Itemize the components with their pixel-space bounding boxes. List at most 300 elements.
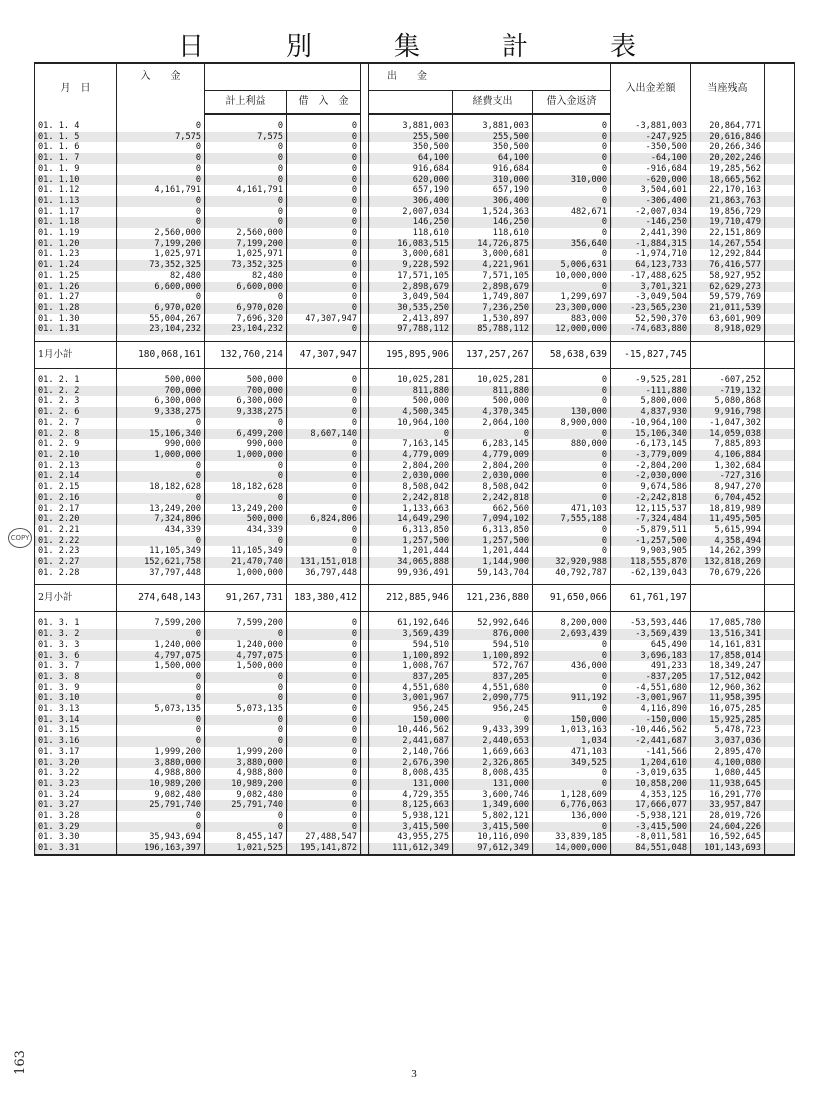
spacer-cell: [765, 704, 795, 715]
cell-expense-costs: 2,440,653: [453, 736, 533, 747]
cell-diff: -5,938,121: [611, 811, 691, 822]
cell-income: 0: [117, 725, 205, 736]
cell-diff: 84,551,048: [611, 843, 691, 855]
spacer-cell: [453, 114, 533, 121]
cell-expense-costs: 350,500: [453, 142, 533, 153]
cell-expense-loan-repay: 0: [533, 386, 611, 397]
cell-expense-loan-repay: 2,693,439: [533, 629, 611, 640]
cell-expense-loan-repay: 0: [533, 132, 611, 143]
spacer-cell: [765, 504, 795, 515]
cell-expense: 61,192,646: [369, 618, 453, 629]
cell-income-profit: 6,499,200: [205, 429, 287, 440]
cell-expense-loan-repay: 1,299,697: [533, 292, 611, 303]
cell-expense: 146,250: [369, 217, 453, 228]
cell-income-loan: 0: [287, 450, 361, 461]
cell-expense-costs: 10,116,090: [453, 832, 533, 843]
cell-date: 01. 1. 7: [35, 153, 117, 164]
spacer-cell: [765, 228, 795, 239]
subtotal-row: [35, 342, 795, 369]
subtotal-expense-costs: 137,257,267: [453, 342, 533, 369]
cell-income-loan: 0: [287, 640, 361, 651]
cell-diff: -4,551,680: [611, 683, 691, 694]
cell-income: 1,500,000: [117, 661, 205, 672]
cell-diff: -3,415,500: [611, 822, 691, 833]
table-row: [35, 672, 795, 683]
cell-income-profit: 0: [205, 142, 287, 153]
cell-balance: 11,495,505: [691, 514, 765, 525]
cell-income-profit: 4,161,791: [205, 185, 287, 196]
cell-income-profit: 6,300,000: [205, 396, 287, 407]
spacer-cell: [765, 661, 795, 672]
cell-income: 196,163,397: [117, 843, 205, 855]
cell-balance: 19,856,729: [691, 207, 765, 218]
cell-expense: 0: [369, 429, 453, 440]
cell-balance: 19,710,479: [691, 217, 765, 228]
cell-income: 700,000: [117, 386, 205, 397]
spacer-cell: [361, 822, 369, 833]
cell-income-profit: 0: [205, 811, 287, 822]
spacer-cell: [361, 314, 369, 325]
header-expense: 出 金: [369, 63, 611, 91]
spacer-cell: [361, 396, 369, 407]
cell-expense: 8,125,663: [369, 800, 453, 811]
header-balance: 当座残高: [691, 63, 765, 114]
cell-balance: 17,085,780: [691, 618, 765, 629]
cell-income-loan: 0: [287, 249, 361, 260]
cell-date: 01. 3.15: [35, 725, 117, 736]
spacer-cell: [361, 514, 369, 525]
cell-expense-costs: 662,560: [453, 504, 533, 515]
cell-balance: 14,059,038: [691, 429, 765, 440]
cell-balance: 22,170,163: [691, 185, 765, 196]
cell-diff: -350,500: [611, 142, 691, 153]
cell-diff: 9,674,586: [611, 482, 691, 493]
cell-income-profit: 82,480: [205, 271, 287, 282]
cell-expense-loan-repay: 482,671: [533, 207, 611, 218]
cell-balance: 132,818,269: [691, 557, 765, 568]
margin-stamp: COPY: [8, 528, 32, 548]
cell-income-profit: 73,352,325: [205, 260, 287, 271]
cell-balance: 7,885,893: [691, 439, 765, 450]
table-row: [35, 282, 795, 293]
cell-income-loan: 0: [287, 822, 361, 833]
cell-expense-costs: 3,600,746: [453, 790, 533, 801]
cell-income-loan: 8,607,140: [287, 429, 361, 440]
spacer-cell: [765, 142, 795, 153]
cell-income-profit: 13,249,200: [205, 504, 287, 515]
cell-income: 0: [117, 471, 205, 482]
table-row: [35, 164, 795, 175]
table-row: [35, 557, 795, 568]
table-row: [35, 715, 795, 726]
cell-expense-loan-repay: 911,192: [533, 693, 611, 704]
cell-balance: 14,267,554: [691, 239, 765, 250]
table-row: [35, 121, 795, 132]
cell-expense: 10,964,100: [369, 418, 453, 429]
cell-expense-loan-repay: 0: [533, 493, 611, 504]
table-row: [35, 800, 795, 811]
cell-expense: 97,788,112: [369, 324, 453, 335]
cell-expense-loan-repay: 130,000: [533, 407, 611, 418]
spacer-cell: [765, 651, 795, 662]
cell-income-loan: 0: [287, 153, 361, 164]
table-row: [35, 747, 795, 758]
cell-income-loan: 0: [287, 493, 361, 504]
cell-income-profit: 10,989,200: [205, 779, 287, 790]
spacer-cell: [361, 683, 369, 694]
cell-expense-loan-repay: 0: [533, 672, 611, 683]
cell-expense-loan-repay: 0: [533, 228, 611, 239]
cell-expense-costs: 6,283,145: [453, 439, 533, 450]
cell-expense: 2,242,818: [369, 493, 453, 504]
spacer-cell: [765, 568, 795, 579]
cell-balance: 6,704,452: [691, 493, 765, 504]
table-row: [35, 640, 795, 651]
cell-expense-loan-repay: 436,000: [533, 661, 611, 672]
cell-income: 1,025,971: [117, 249, 205, 260]
header-date: 月 日: [35, 63, 117, 114]
cell-income: 500,000: [117, 375, 205, 386]
spacer-cell: [361, 661, 369, 672]
spacer-cell: [765, 292, 795, 303]
cell-expense-costs: 97,612,349: [453, 843, 533, 855]
cell-diff: -17,488,625: [611, 271, 691, 282]
cell-balance: 11,938,645: [691, 779, 765, 790]
cell-diff: -111,880: [611, 386, 691, 397]
spacer-cell: [361, 640, 369, 651]
cell-expense: 3,881,003: [369, 121, 453, 132]
spacer-cell: [765, 536, 795, 547]
cell-diff: -2,441,687: [611, 736, 691, 747]
spacer-cell: [765, 618, 795, 629]
table-row: [35, 471, 795, 482]
handwritten-margin-note: 163: [12, 1050, 28, 1075]
spacer-cell: [361, 407, 369, 418]
cell-expense-loan-repay: 0: [533, 779, 611, 790]
spacer-cell: [765, 715, 795, 726]
table-row: [35, 683, 795, 694]
cell-income: 10,989,200: [117, 779, 205, 790]
cell-expense-loan-repay: 7,555,188: [533, 514, 611, 525]
spacer-cell: [361, 725, 369, 736]
cell-expense-loan-repay: 1,034: [533, 736, 611, 747]
cell-date: 01. 1.25: [35, 271, 117, 282]
cell-expense-loan-repay: 0: [533, 153, 611, 164]
spacer-cell: [361, 324, 369, 335]
cell-date: 01. 1.20: [35, 239, 117, 250]
cell-expense-costs: 9,433,399: [453, 725, 533, 736]
cell-income: 0: [117, 683, 205, 694]
cell-expense-costs: 3,000,681: [453, 249, 533, 260]
cell-diff: -3,001,967: [611, 693, 691, 704]
cell-income-loan: 0: [287, 175, 361, 186]
cell-expense-costs: 14,726,875: [453, 239, 533, 250]
cell-expense: 3,000,681: [369, 249, 453, 260]
cell-balance: 59,579,769: [691, 292, 765, 303]
cell-date: 01. 3.20: [35, 758, 117, 769]
cell-income-loan: 0: [287, 207, 361, 218]
cell-balance: 4,358,494: [691, 536, 765, 547]
cell-expense-loan-repay: 349,525: [533, 758, 611, 769]
cell-date: 01. 3.10: [35, 693, 117, 704]
cell-expense-costs: 1,524,363: [453, 207, 533, 218]
cell-date: 01. 2. 3: [35, 396, 117, 407]
page-number: 3: [411, 1068, 417, 1080]
cell-expense-costs: 8,508,042: [453, 482, 533, 493]
cell-expense: 2,804,200: [369, 461, 453, 472]
cell-date: 01. 1.27: [35, 292, 117, 303]
cell-diff: 12,115,537: [611, 504, 691, 515]
cell-balance: 15,925,285: [691, 715, 765, 726]
cell-balance: 4,100,080: [691, 758, 765, 769]
cell-expense-costs: 10,025,281: [453, 375, 533, 386]
cell-balance: 76,416,577: [691, 260, 765, 271]
cell-date: 01. 3.22: [35, 768, 117, 779]
spacer-cell: [765, 396, 795, 407]
cell-expense: 2,140,766: [369, 747, 453, 758]
cell-expense: 8,008,435: [369, 768, 453, 779]
cell-income-profit: 9,082,480: [205, 790, 287, 801]
cell-balance: 58,927,952: [691, 271, 765, 282]
cell-balance: 18,819,989: [691, 504, 765, 515]
cell-income-profit: 0: [205, 461, 287, 472]
cell-income-profit: 7,599,200: [205, 618, 287, 629]
cell-income-profit: 1,025,971: [205, 249, 287, 260]
cell-expense: 150,000: [369, 715, 453, 726]
cell-diff: -10,964,100: [611, 418, 691, 429]
cell-income-profit: 0: [205, 175, 287, 186]
cell-expense: 10,446,562: [369, 725, 453, 736]
cell-date: 01. 2. 2: [35, 386, 117, 397]
cell-income-profit: 18,182,628: [205, 482, 287, 493]
subtotal-expense-loan-repay: 58,638,639: [533, 342, 611, 369]
table-row: [35, 461, 795, 472]
cell-expense-costs: 1,257,500: [453, 536, 533, 547]
subtotal-row: [35, 585, 795, 612]
cell-date: 01. 3. 8: [35, 672, 117, 683]
cell-expense: 17,571,105: [369, 271, 453, 282]
cell-expense: 956,245: [369, 704, 453, 715]
spacer-cell: [765, 514, 795, 525]
table-row: [35, 450, 795, 461]
cell-diff: 64,123,733: [611, 260, 691, 271]
cell-expense: 4,779,009: [369, 450, 453, 461]
spacer-cell: [361, 153, 369, 164]
cell-income-loan: 0: [287, 217, 361, 228]
cell-income: 2,560,000: [117, 228, 205, 239]
spacer-cell: [765, 450, 795, 461]
cell-expense-costs: 6,313,850: [453, 525, 533, 536]
cell-expense: 9,228,592: [369, 260, 453, 271]
cell-expense: 2,898,679: [369, 282, 453, 293]
cell-income-profit: 0: [205, 725, 287, 736]
cell-expense-costs: 1,349,600: [453, 800, 533, 811]
cell-income-profit: 0: [205, 683, 287, 694]
cell-expense-costs: 1,669,663: [453, 747, 533, 758]
cell-balance: 22,151,869: [691, 228, 765, 239]
cell-income-profit: 0: [205, 153, 287, 164]
table-row: [35, 822, 795, 833]
cell-expense-costs: 255,500: [453, 132, 533, 143]
cell-income: 25,791,740: [117, 800, 205, 811]
cell-expense-loan-repay: 0: [533, 482, 611, 493]
cell-diff: -1,884,315: [611, 239, 691, 250]
header-income: 入 金: [117, 63, 205, 114]
cell-date: 01. 3.16: [35, 736, 117, 747]
cell-expense: 2,007,034: [369, 207, 453, 218]
table-row: [35, 811, 795, 822]
cell-income: 1,000,000: [117, 450, 205, 461]
cell-expense-costs: 2,242,818: [453, 493, 533, 504]
spacer-cell: [765, 132, 795, 143]
spacer-cell: [361, 292, 369, 303]
spacer-cell: [361, 585, 369, 612]
cell-balance: 19,285,562: [691, 164, 765, 175]
cell-income: 0: [117, 736, 205, 747]
cell-diff: -2,804,200: [611, 461, 691, 472]
cell-income-loan: 0: [287, 228, 361, 239]
cell-income: 6,600,000: [117, 282, 205, 293]
spacer-cell: [361, 239, 369, 250]
cell-expense-loan-repay: 0: [533, 822, 611, 833]
cell-balance: 5,615,994: [691, 525, 765, 536]
spacer-cell: [361, 536, 369, 547]
table-row: [35, 175, 795, 186]
cell-income-profit: 1,500,000: [205, 661, 287, 672]
cell-balance: 17,512,042: [691, 672, 765, 683]
cell-income-profit: 0: [205, 493, 287, 504]
cell-expense-loan-repay: 10,000,000: [533, 271, 611, 282]
cell-balance: 9,916,798: [691, 407, 765, 418]
cell-income: 6,300,000: [117, 396, 205, 407]
spacer-cell: [765, 239, 795, 250]
cell-income-loan: 0: [287, 386, 361, 397]
cell-income: 0: [117, 121, 205, 132]
cell-income-profit: 1,000,000: [205, 450, 287, 461]
table-row: [35, 132, 795, 143]
cell-income-loan: 0: [287, 536, 361, 547]
spacer-cell: [361, 672, 369, 683]
cell-diff: 645,490: [611, 640, 691, 651]
spacer-cell: [765, 303, 795, 314]
table-row: [35, 375, 795, 386]
spacer-cell: [361, 342, 369, 369]
cell-expense: 64,100: [369, 153, 453, 164]
cell-diff: -3,019,635: [611, 768, 691, 779]
cell-income: 15,106,340: [117, 429, 205, 440]
table-row: [35, 629, 795, 640]
cell-expense-loan-repay: 880,000: [533, 439, 611, 450]
cell-income-loan: 0: [287, 504, 361, 515]
spacer-cell: [361, 450, 369, 461]
cell-date: 01. 2.10: [35, 450, 117, 461]
cell-expense-costs: 3,881,003: [453, 121, 533, 132]
page-title: [0, 26, 828, 63]
spacer-cell: [361, 758, 369, 769]
header-income-loan: 借 入 金: [287, 91, 361, 115]
cell-expense-costs: 1,530,897: [453, 314, 533, 325]
spacer-cell: [361, 142, 369, 153]
subtotal-income: 274,648,143: [117, 585, 205, 612]
spacer-cell: [765, 557, 795, 568]
cell-expense-loan-repay: 0: [533, 121, 611, 132]
cell-income: 7,324,806: [117, 514, 205, 525]
cell-date: 01. 2.16: [35, 493, 117, 504]
spacer-cell: [765, 629, 795, 640]
cell-balance: -607,252: [691, 375, 765, 386]
header-diff: 入出金差額: [611, 63, 691, 114]
cell-expense: 131,000: [369, 779, 453, 790]
cell-date: 01. 3.23: [35, 779, 117, 790]
spacer-cell: [361, 429, 369, 440]
cell-expense: 1,133,663: [369, 504, 453, 515]
table-row: [35, 832, 795, 843]
spacer-cell: [361, 482, 369, 493]
cell-expense-loan-repay: 310,000: [533, 175, 611, 186]
cell-date: 01. 3. 7: [35, 661, 117, 672]
cell-expense-loan-repay: 0: [533, 196, 611, 207]
spacer-cell: [765, 175, 795, 186]
spacer-cell: [765, 217, 795, 228]
table-row: [35, 568, 795, 579]
spacer-cell: [765, 482, 795, 493]
cell-expense-costs: 1,144,900: [453, 557, 533, 568]
cell-balance: 18,349,247: [691, 661, 765, 672]
cell-balance: 70,679,226: [691, 568, 765, 579]
spacer-cell: [361, 439, 369, 450]
cell-expense: 6,313,850: [369, 525, 453, 536]
cell-expense: 3,569,439: [369, 629, 453, 640]
cell-income-profit: 6,970,020: [205, 303, 287, 314]
cell-expense: 306,400: [369, 196, 453, 207]
cell-diff: 3,696,183: [611, 651, 691, 662]
table-row: [35, 407, 795, 418]
table-body: [35, 114, 795, 855]
cell-income-loan: 0: [287, 185, 361, 196]
cell-expense: 43,955,275: [369, 832, 453, 843]
cell-expense-loan-repay: 8,900,000: [533, 418, 611, 429]
cell-expense-loan-repay: 0: [533, 164, 611, 175]
cell-expense-loan-repay: 0: [533, 704, 611, 715]
table-row: [35, 725, 795, 736]
cell-diff: -8,011,581: [611, 832, 691, 843]
cell-balance: 16,075,285: [691, 704, 765, 715]
cell-balance: 20,616,846: [691, 132, 765, 143]
spacer-cell: [361, 790, 369, 801]
cell-income-profit: 700,000: [205, 386, 287, 397]
spacer-cell: [361, 114, 369, 121]
cell-expense: 594,510: [369, 640, 453, 651]
table-row: [35, 536, 795, 547]
cell-income-loan: 0: [287, 303, 361, 314]
cell-expense: 3,415,500: [369, 822, 453, 833]
cell-expense-loan-repay: 0: [533, 640, 611, 651]
spacer-cell: [287, 114, 361, 121]
cell-diff: -5,879,511: [611, 525, 691, 536]
table-row: [35, 260, 795, 271]
cell-expense-loan-repay: 0: [533, 546, 611, 557]
cell-expense-costs: 0: [453, 715, 533, 726]
spacer-cell: [765, 683, 795, 694]
cell-date: 01. 2. 8: [35, 429, 117, 440]
cell-expense-loan-repay: 150,000: [533, 715, 611, 726]
cell-balance: 24,604,226: [691, 822, 765, 833]
header-expense-loan-repay: 借入金返済: [533, 91, 611, 115]
table-row: [35, 493, 795, 504]
cell-income-loan: 0: [287, 324, 361, 335]
cell-date: 01. 2. 9: [35, 439, 117, 450]
cell-expense-loan-repay: 0: [533, 536, 611, 547]
